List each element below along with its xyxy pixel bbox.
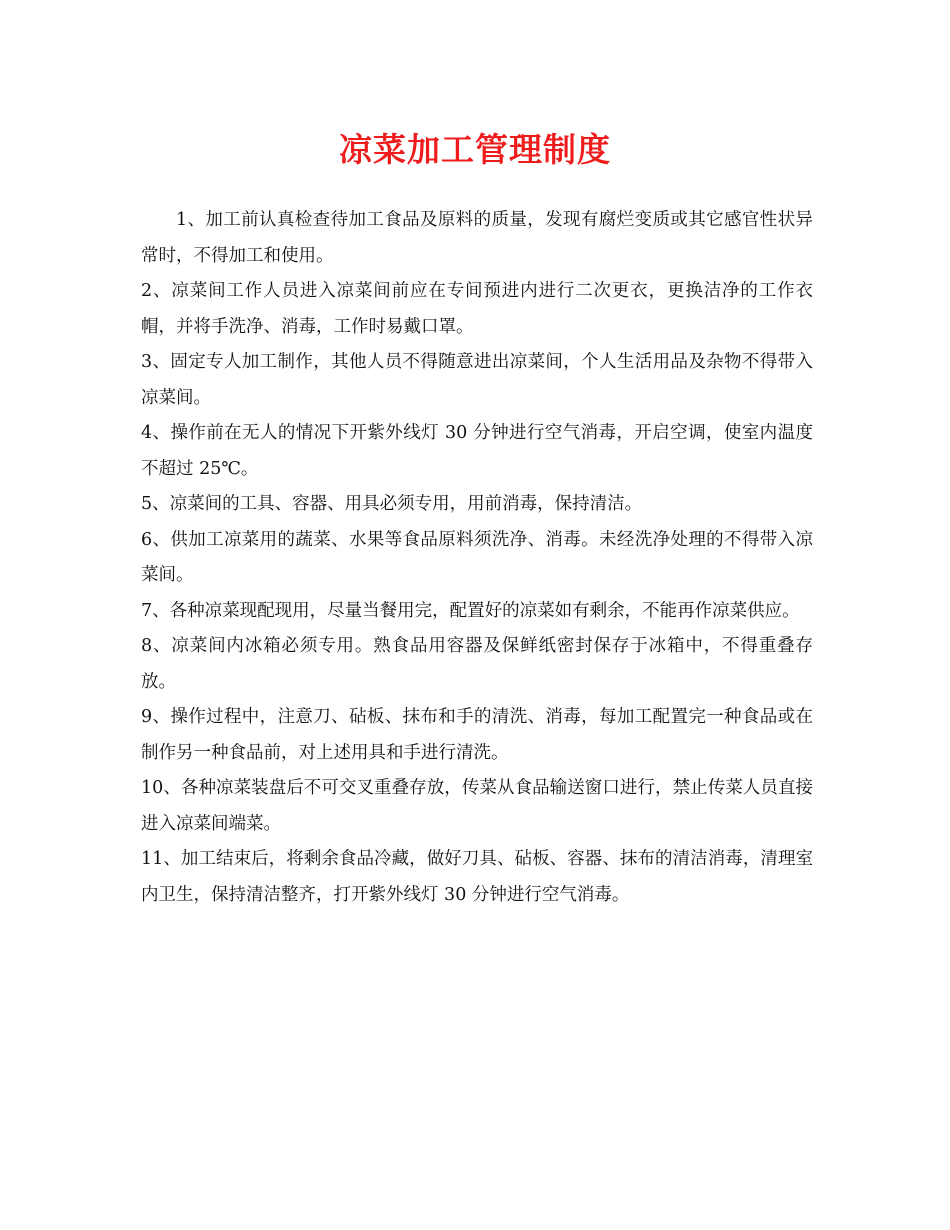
document-title: 凉菜加工管理制度 <box>339 130 611 169</box>
clause-9: 9、操作过程中，注意刀、砧板、抹布和手的清洗、消毒，每加工配置完一种食品或在制作另一种食品前，对上述用具和手进行清洗。 <box>141 707 813 763</box>
clause-4: 4、操作前在无人的情况下开紫外线灯 30 分钟进行空气消毒，开启空调，使室内温度不超过 25℃。 <box>141 423 813 479</box>
document-body <box>141 203 813 913</box>
clause-6: 6、供加工凉菜用的蔬菜、水果等食品原料须洗净、消毒。未经洗净处理的不得带入凉菜间。 <box>141 529 813 585</box>
clause-11: 11、加工结束后，将剩余食品冷藏，做好刀具、砧板、容器、抹布的清洁消毒，清理室内卫生，保持清洁整齐，打开紫外线灯 30 分钟进行空气消毒。 <box>141 849 813 905</box>
clause-8: 8、凉菜间内冰箱必须专用。熟食品用容器及保鲜纸密封保存于冰箱中，不得重叠存放。 <box>141 636 813 692</box>
clause-5: 5、凉菜间的工具、容器、用具必须专用，用前消毒，保持清洁。 <box>141 494 643 514</box>
clause-3: 3、固定专人加工制作，其他人员不得随意进出凉菜间，个人生活用品及杂物不得带入凉菜间。 <box>141 352 813 408</box>
clause-7: 7、各种凉菜现配现用，尽量当餐用完，配置好的凉菜如有剩余，不能再作凉菜供应。 <box>141 600 800 621</box>
clause-10: 10、各种凉菜装盘后不可交叉重叠存放，传菜从食品输送窗口进行，禁止传菜人员直接进入凉菜间端菜。 <box>141 778 813 834</box>
clause-2: 2、凉菜间工作人员进入凉菜间前应在专间预进内进行二次更衣，更换洁净的工作衣帽，并将手洗净、消毒，工作时易戴口罩。 <box>141 281 813 337</box>
clause-1: 1、加工前认真检查待加工食品及原料的质量，发现有腐烂变质或其它感官性状异常时，不得加工和使用。 <box>141 210 813 266</box>
